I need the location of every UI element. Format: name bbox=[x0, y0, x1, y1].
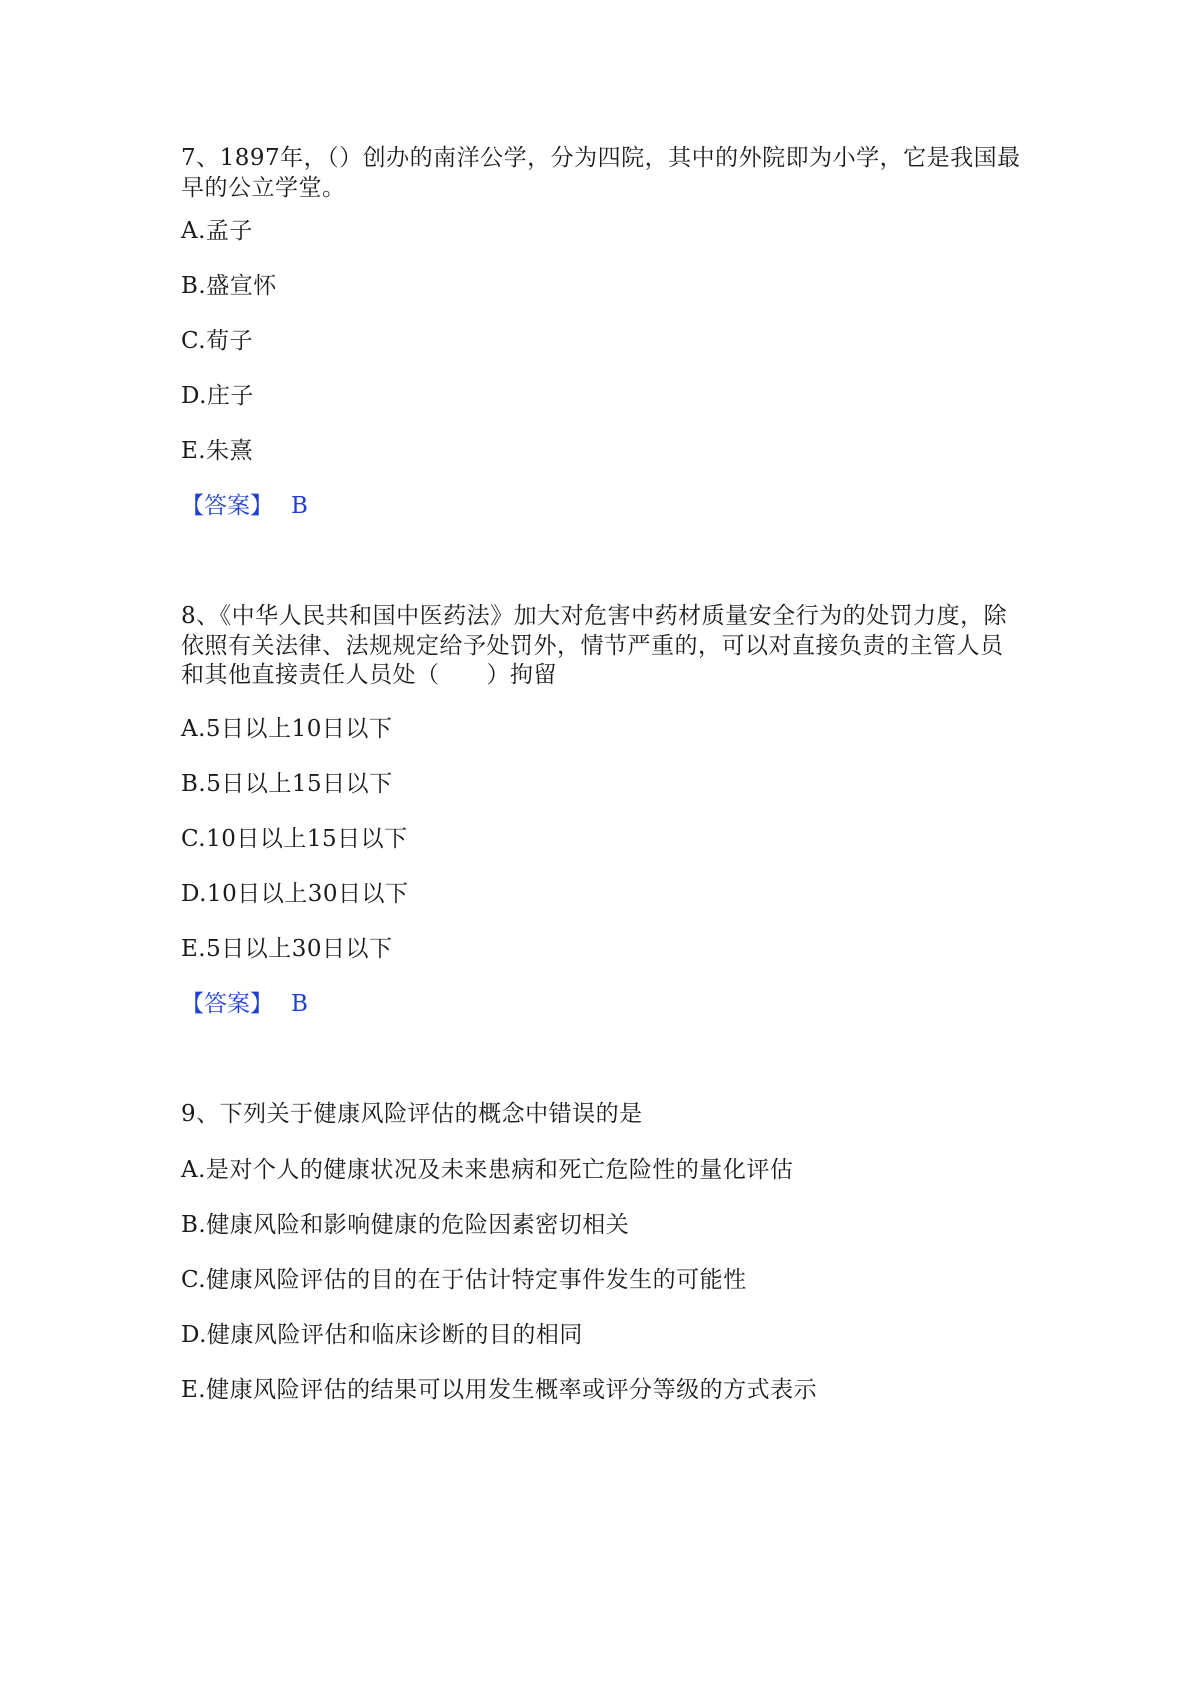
answer-tag: 【答案】 bbox=[181, 493, 273, 519]
question-9-option-e: E.健康风险评估的结果可以用发生概率或评分等级的方式表示 bbox=[181, 1377, 818, 1403]
question-7-option-b: B.盛宣怀 bbox=[181, 273, 277, 299]
question-8-answer bbox=[181, 989, 308, 1019]
question-8-option-d: D.10日以上30日以下 bbox=[181, 881, 409, 907]
question-7-stem: 7、1897年，（）创办的南洋公学，分为四院，其中的外院即为小学，它是我国最早的公立学堂。 bbox=[181, 145, 1021, 201]
question-8-option-b: B.5日以上15日以下 bbox=[181, 771, 393, 797]
question-7-option-a: A.孟子 bbox=[181, 218, 253, 244]
question-7-answer bbox=[181, 491, 308, 521]
answer-value: B bbox=[291, 991, 308, 1017]
question-9-stem: 9、下列关于健康风险评估的概念中错误的是 bbox=[181, 1101, 643, 1127]
question-7-option-e: E.朱熹 bbox=[181, 438, 254, 464]
question-9-option-b: B.健康风险和影响健康的危险因素密切相关 bbox=[181, 1212, 630, 1238]
question-7-option-d: D.庄子 bbox=[181, 383, 254, 409]
question-8-option-e: E.5日以上30日以下 bbox=[181, 936, 393, 962]
answer-value: B bbox=[291, 493, 308, 519]
question-9-option-c: C.健康风险评估的目的在于估计特定事件发生的可能性 bbox=[181, 1267, 747, 1293]
question-9-option-d: D.健康风险评估和临床诊断的目的相同 bbox=[181, 1322, 583, 1348]
question-7-option-c: C.荀子 bbox=[181, 328, 254, 354]
question-8-option-a: A.5日以上10日以下 bbox=[181, 716, 393, 742]
question-9-option-a: A.是对个人的健康状况及未来患病和死亡危险性的量化评估 bbox=[181, 1157, 794, 1183]
answer-tag: 【答案】 bbox=[181, 991, 273, 1017]
question-8-stem: 8、《中华人民共和国中医药法》加大对危害中药材质量安全行为的处罚力度，除依照有关法律、法规规定给予处罚外，情节严重的，可以对直接负责的主管人员和其他直接责任人员处（ ）拘留 bbox=[181, 603, 1008, 688]
question-8-option-c: C.10日以上15日以下 bbox=[181, 826, 408, 852]
